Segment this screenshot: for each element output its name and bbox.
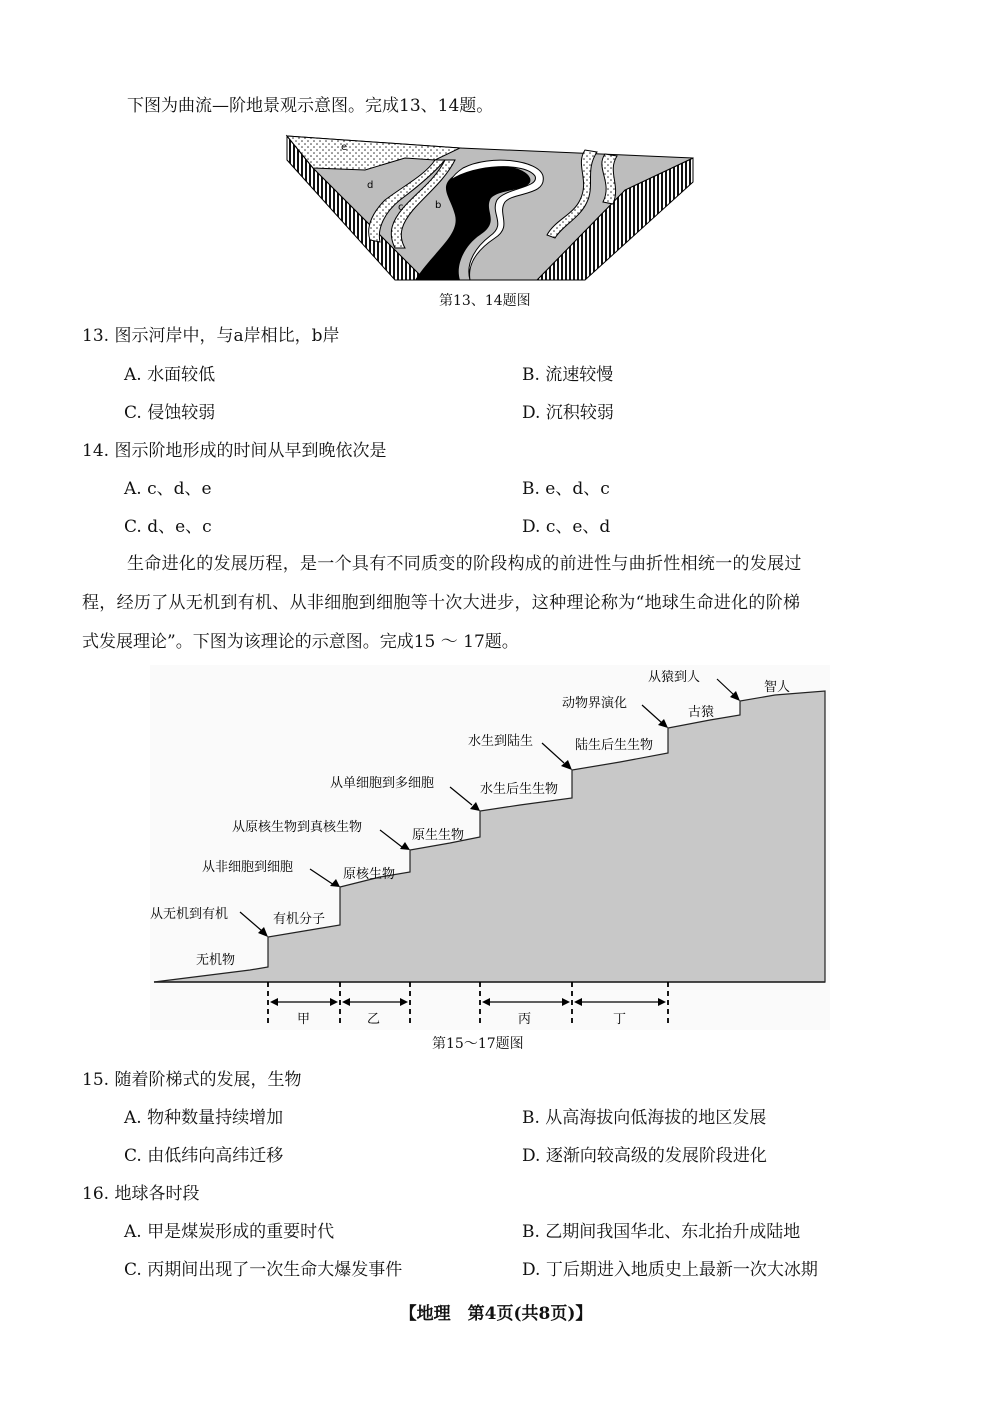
stage-label-protist: 原生生物 bbox=[412, 828, 465, 843]
q14-option-a: A. c、d、e bbox=[124, 479, 212, 499]
stage-label-terrestrial-metazoa: 陆生后生生物 bbox=[575, 738, 654, 753]
label-c: c bbox=[398, 202, 404, 213]
label-e: e bbox=[341, 142, 348, 153]
q14-stem: 14. 图示阶地形成的时间从早到晚依次是 bbox=[82, 441, 387, 461]
q14-option-c: C. d、e、c bbox=[124, 517, 212, 537]
paragraph-line-1: 生命进化的发展历程，是一个具有不同质变的阶段构成的前进性与曲折性相统一的发展过 bbox=[127, 554, 802, 574]
q15-option-a: A. 物种数量持续增加 bbox=[124, 1108, 284, 1128]
q13-option-b: B. 流速较慢 bbox=[522, 365, 614, 385]
intro-text: 下图为曲流—阶地景观示意图。完成13、14题。 bbox=[127, 96, 494, 116]
q16-option-c: C. 丙期间出现了一次生命大爆发事件 bbox=[124, 1260, 403, 1280]
stage-label-inorganic: 无机物 bbox=[196, 953, 236, 968]
transition-label-3: 从原核生物到真核生物 bbox=[232, 820, 363, 835]
paragraph-line-3: 式发展理论”。下图为该理论的示意图。完成15 ～ 17题。 bbox=[82, 632, 519, 652]
stage-label-prokaryote: 原核生物 bbox=[343, 867, 396, 882]
q16-stem: 16. 地球各时段 bbox=[82, 1184, 200, 1204]
q13-option-c: C. 侵蚀较弱 bbox=[124, 403, 216, 423]
q15-option-d: D. 逐渐向较高级的发展阶段进化 bbox=[522, 1146, 767, 1166]
q16-option-b: B. 乙期间我国华北、东北抬升成陆地 bbox=[522, 1222, 801, 1242]
stage-label-ape: 古猿 bbox=[688, 705, 715, 720]
q15-option-b: B. 从高海拔向低海拔的地区发展 bbox=[522, 1108, 767, 1128]
stage-label-homo-sapiens: 智人 bbox=[764, 680, 791, 695]
period-label-ding: 丁 bbox=[613, 1012, 627, 1027]
stage-label-organic-molecule: 有机分子 bbox=[273, 912, 326, 927]
q16-option-a: A. 甲是煤炭形成的重要时代 bbox=[124, 1222, 335, 1242]
label-b: b bbox=[435, 200, 442, 211]
q14-option-d: D. c、e、d bbox=[522, 517, 611, 537]
meander-terrace-diagram bbox=[285, 130, 695, 290]
transition-label-5: 水生到陆生 bbox=[468, 734, 534, 749]
stage-label-aquatic-metazoa: 水生后生生物 bbox=[480, 782, 559, 797]
transition-label-6: 动物界演化 bbox=[562, 696, 628, 711]
q15-option-c: C. 由低纬向高纬迁移 bbox=[124, 1146, 284, 1166]
transition-label-4: 从单细胞到多细胞 bbox=[330, 776, 435, 791]
transition-label-2: 从非细胞到细胞 bbox=[202, 860, 294, 875]
period-label-jia: 甲 bbox=[297, 1012, 311, 1027]
period-label-yi: 乙 bbox=[367, 1012, 381, 1027]
period-label-bing: 丙 bbox=[518, 1012, 532, 1027]
transition-label-7: 从猿到人 bbox=[648, 670, 701, 685]
q13-stem: 13. 图示河岸中，与a岸相比，b岸 bbox=[82, 326, 340, 346]
page-footer: 【地理 第4页(共8页)】 bbox=[399, 1304, 593, 1324]
evolution-staircase-diagram bbox=[150, 665, 830, 1030]
figure-caption-1: 第13、14题图 bbox=[439, 293, 531, 309]
figure-caption-2: 第15～17题图 bbox=[432, 1036, 524, 1052]
paragraph-line-2: 程，经历了从无机到有机、从非细胞到细胞等十次大进步，这种理论称为“地球生命进化的阶梯 bbox=[82, 593, 801, 613]
q14-option-b: B. e、d、c bbox=[522, 479, 610, 499]
q13-option-a: A. 水面较低 bbox=[124, 365, 216, 385]
transition-label-1: 从无机到有机 bbox=[150, 907, 229, 922]
q15-stem: 15. 随着阶梯式的发展，生物 bbox=[82, 1070, 302, 1090]
label-d: d bbox=[367, 180, 374, 191]
label-a: a bbox=[467, 200, 474, 211]
q13-option-d: D. 沉积较弱 bbox=[522, 403, 614, 423]
q16-option-d: D. 丁后期进入地质史上最新一次大冰期 bbox=[522, 1260, 818, 1280]
